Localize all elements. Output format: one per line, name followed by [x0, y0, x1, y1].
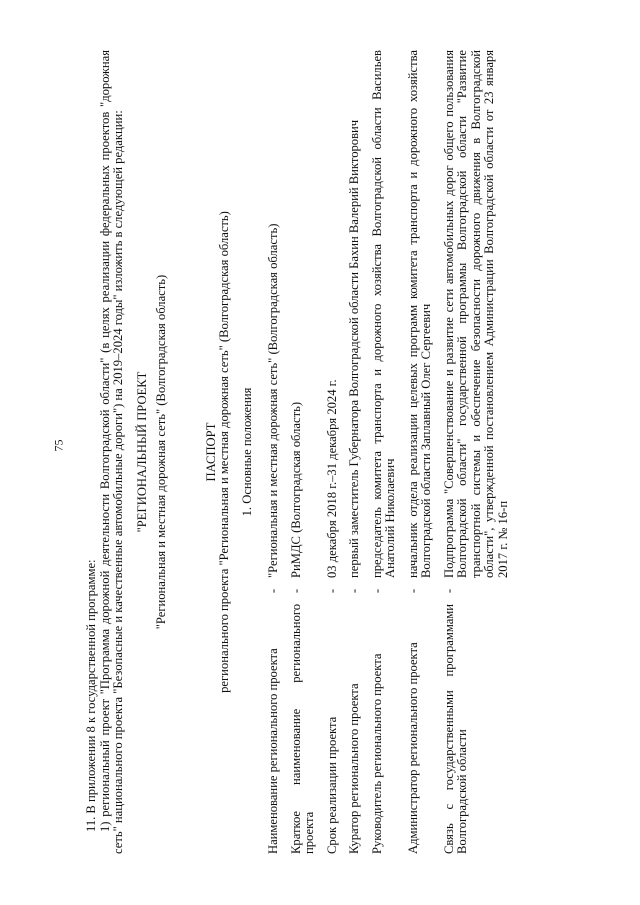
intro-line-2: 1) региональный проект "Программа дорожной деятельности Волгоградской области" (в целях реализации федеральных проектов "дорожная сеть" национального проекта "Безопасные и качественные автомобильные дороги") на 2019–2024 годы" изложить в следующей редакции: [97, 50, 125, 854]
table-row [407, 50, 443, 854]
row-label-second-line: проекта [302, 811, 316, 854]
row-label [290, 604, 326, 854]
page-number: 75 [51, 439, 66, 452]
section-heading: 1. Основные положения [239, 387, 254, 517]
table-row [290, 50, 326, 854]
row-label: Руководитель регионального проекта [369, 653, 384, 854]
table-row [371, 50, 407, 854]
table-row [443, 50, 520, 854]
row-label-first-line: Краткое наименование регионального [288, 604, 303, 854]
project-heading: "РЕГИОНАЛЬНЫЙ ПРОЕКТ [134, 371, 149, 533]
row-value: 03 декабря 2018 г.–31 декабря 2024 г. [324, 379, 339, 578]
project-name: "Региональная и местная дорожная сеть" (Волгоградская область) [154, 274, 168, 630]
row-dash: - [324, 588, 339, 594]
row-value: РиМДС (Волгоградская область) [288, 401, 303, 578]
passport-table [267, 50, 519, 854]
row-label: Срок реализации проекта [324, 716, 339, 854]
table-row [267, 50, 290, 854]
row-label: Наименование регионального проекта [266, 648, 280, 854]
row-label: Куратор регионального проекта [347, 683, 361, 854]
row-value: "Региональная и местная дорожная сеть" (Волгоградская область) [266, 223, 280, 578]
passport-subtitle: регионального проекта "Региональная и местная дорожная сеть" (Волгоградская область) [217, 211, 231, 693]
row-dash: - [288, 588, 303, 594]
table-row [326, 50, 349, 854]
row-label: Связь с государственными программами Волгоградской области [441, 604, 469, 854]
intro-line-1: 11. В приложении 8 к государственной программе: [84, 559, 98, 832]
row-label: Администратор регионального проекта [405, 642, 420, 854]
row-value: председатель комитета транспорта и дорожного хозяйства Волгоградской области Васильев Анатолий Николаевич [369, 50, 397, 578]
row-dash: - [347, 588, 361, 594]
row-dash: - [266, 588, 280, 594]
row-dash: - [369, 588, 384, 594]
table-row [348, 50, 371, 854]
document-sheet [85, 42, 555, 862]
row-value: Подпрограмма "Совершенствование и развитие сети автомобильных дорог общего пользования Волгоградской области" государственной программы Волгоградской области "Развитие транспортной системы и обеспечение безопасности дорожного движения в Волгоградской области", утвержденной постановлением Администрации Волгоградской области от 23 января 2017 г. № 16-п [441, 50, 510, 578]
row-dash: - [441, 588, 456, 594]
row-value: начальник отдела реализации целевых программ комитета транспорта и дорожного хозяйства Волгоградской области Заплавный Олег Сергеевич [405, 50, 433, 578]
row-value: первый заместитель Губернатора Волгоградской области Бахин Валерий Викторович [347, 119, 361, 578]
row-dash: - [405, 588, 420, 594]
passport-heading: ПАСПОРТ [203, 422, 218, 482]
